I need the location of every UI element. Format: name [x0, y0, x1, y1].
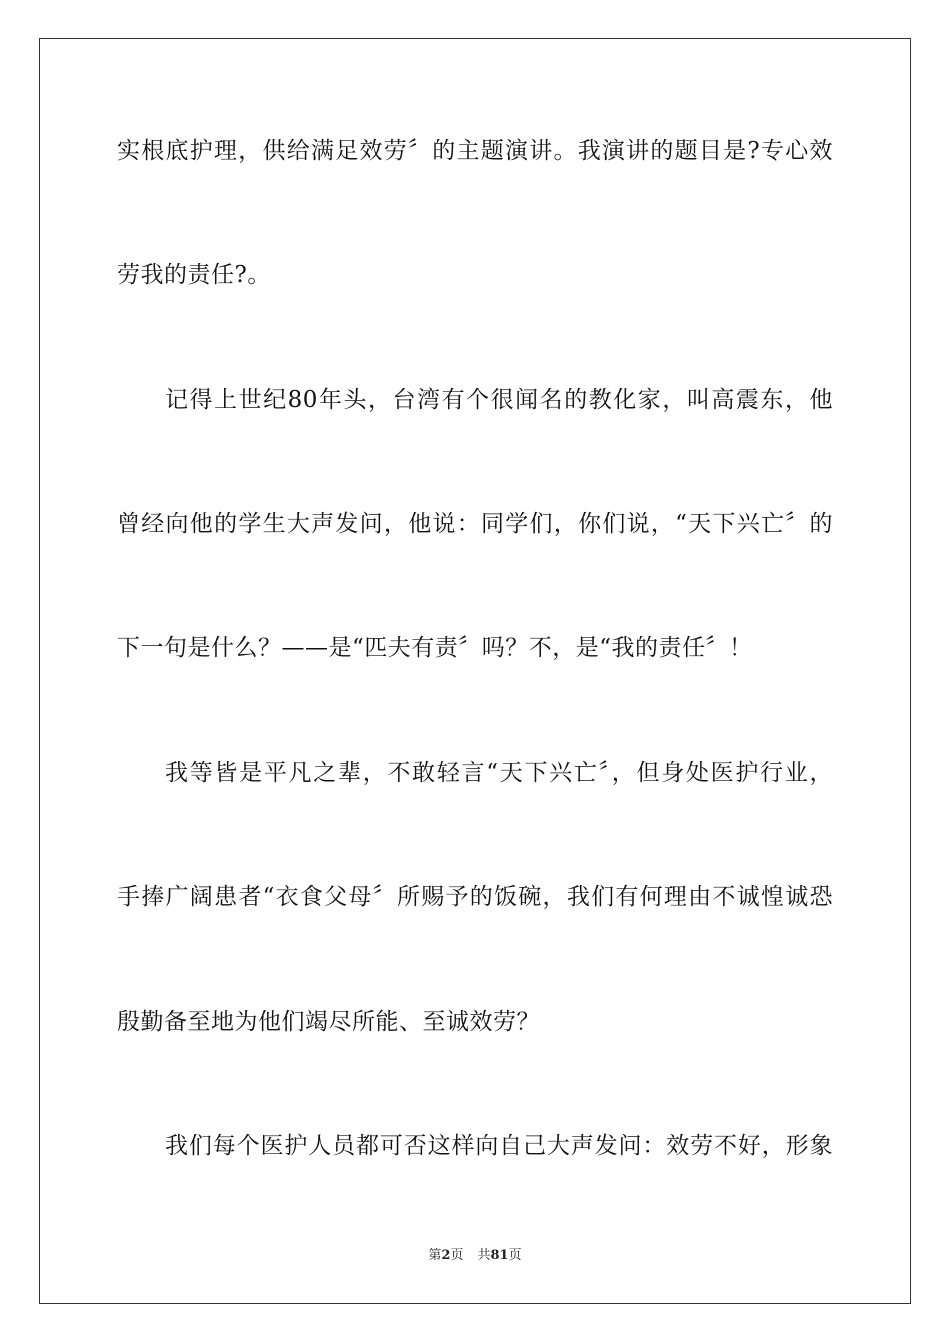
text-line-4: 曾经向他的学生大声发问，他说：同学们，你们说，“天下兴亡〞的 — [117, 511, 833, 537]
page-number: 2 — [441, 1248, 451, 1263]
text-line-6: 我等皆是平凡之辈，不敢轻言“天下兴亡〞，但身处医护行业， — [165, 760, 833, 786]
text-line-8: 殷勤备至地为他们竭尽所能、至诚效劳？ — [117, 1009, 540, 1035]
text-line-3: 记得上世纪80年头，台湾有个很闻名的教化家，叫高震东，他 — [165, 387, 833, 413]
text-line-9: 我们每个医护人员都可否这样向自己大声发问：效劳不好，形象 — [165, 1133, 833, 1159]
text-line-5: 下一句是什么？——是“匹夫有责〞吗？不，是“我的责任〞！ — [117, 635, 753, 661]
page-suffix: 页 — [450, 1248, 464, 1263]
page-border — [39, 38, 911, 1304]
text-line-7: 手捧广阔患者“衣食父母〞所赐予的饭碗，我们有何理由不诚惶诚恐 — [117, 884, 833, 910]
page-prefix: 第 — [428, 1248, 442, 1263]
total-prefix: 共 — [477, 1248, 491, 1263]
total-suffix: 页 — [508, 1248, 522, 1263]
page-footer — [0, 1247, 950, 1265]
text-line-1: 实根底护理，供给满足效劳〞的主题演讲。我演讲的题目是?专心效 — [117, 138, 833, 164]
text-line-2: 劳我的责任?。 — [117, 262, 271, 288]
total-pages: 81 — [490, 1248, 509, 1263]
